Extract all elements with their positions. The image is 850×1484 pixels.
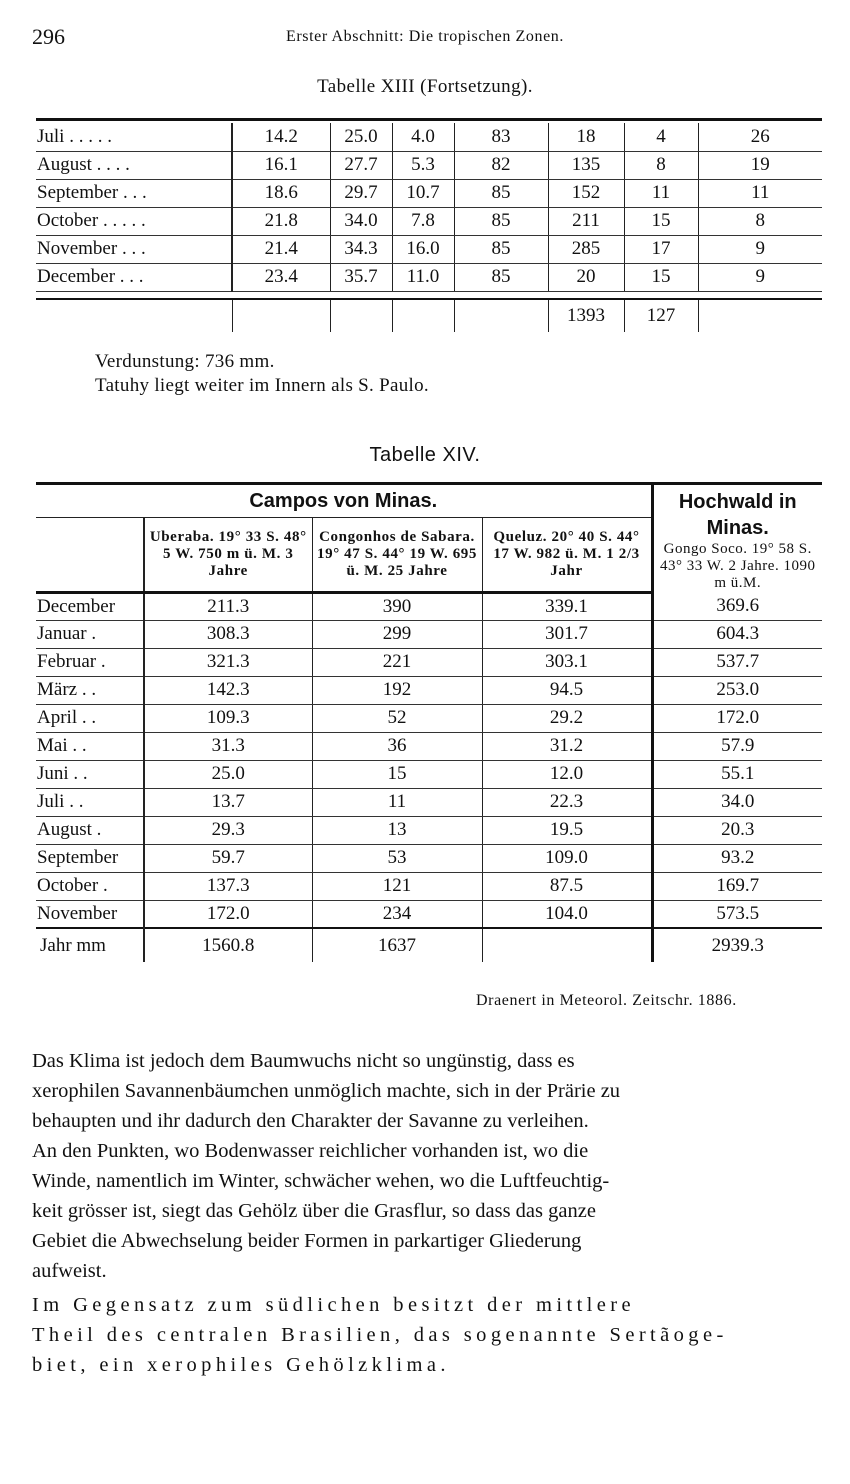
table-cell: 35.7 [330, 263, 392, 291]
station-congonhos: Congonhos de Sabara. 19° 47 S. 44° 19 W. 695 ü. M. 25 Jahre [312, 518, 482, 593]
station-queluz: Queluz. 20° 40 S. 44° 17 W. 982 ü. M. 1 2/3 Jahr [482, 518, 652, 593]
precipitation-cell: 303.1 [482, 648, 652, 676]
month-label: December [36, 592, 144, 620]
table-cell: 11 [624, 179, 698, 207]
precipitation-cell: 104.0 [482, 900, 652, 928]
table-row [36, 151, 822, 179]
month-label: März . . [36, 676, 144, 704]
table-row [36, 732, 822, 760]
precipitation-cell: 13 [312, 816, 482, 844]
table-14-source: Draenert in Meteorol. Zeitschr. 1886. [476, 992, 737, 1009]
table-row [36, 676, 822, 704]
text-line: keit grösser ist, siegt das Gehölz über die Grasflur, so dass das ganze [32, 1200, 596, 1222]
precipitation-cell: 369.6 [652, 592, 822, 620]
precipitation-cell: 604.3 [652, 620, 822, 648]
total-cell: 127 [624, 300, 698, 332]
text-line: behaupten und ihr dadurch den Charakter der Savanne zu verleihen. [32, 1110, 589, 1132]
table-row [36, 816, 822, 844]
month-label: April . . [36, 704, 144, 732]
precipitation-cell: 94.5 [482, 676, 652, 704]
totals-label [36, 300, 232, 332]
running-head [30, 22, 820, 52]
precipitation-cell: 53 [312, 844, 482, 872]
table-cell: 4.0 [392, 123, 454, 151]
table-cell: 25.0 [330, 123, 392, 151]
precipitation-cell: 172.0 [144, 900, 312, 928]
table-row [36, 620, 822, 648]
precipitation-cell: 29.2 [482, 704, 652, 732]
month-label: August . [36, 816, 144, 844]
precipitation-cell: 211.3 [144, 592, 312, 620]
total-cell: 1393 [548, 300, 624, 332]
precipitation-cell: 93.2 [652, 844, 822, 872]
table-row [36, 235, 822, 263]
month-label: Juli . . [36, 788, 144, 816]
precipitation-cell: 537.7 [652, 648, 822, 676]
table-13-notes [95, 350, 429, 398]
table-row [36, 179, 822, 207]
station-uberaba: Uberaba. 19° 33 S. 48° 5 W. 750 m ü. M. 3 Jahre [144, 518, 312, 593]
precipitation-cell: 34.0 [652, 788, 822, 816]
hochwald-title: Hochwald in Minas. [678, 491, 797, 539]
table-cell: 10.7 [392, 179, 454, 207]
table-cell: 18.6 [232, 179, 330, 207]
precipitation-cell: 109.0 [482, 844, 652, 872]
table-cell: 152 [548, 179, 624, 207]
table-row [36, 760, 822, 788]
table-cell: 82 [454, 151, 548, 179]
table-14-body [36, 482, 822, 962]
table-cell: 7.8 [392, 207, 454, 235]
precipitation-cell: 308.3 [144, 620, 312, 648]
table-cell: 19 [698, 151, 822, 179]
precipitation-cell: 29.3 [144, 816, 312, 844]
text-line: Winde, namentlich im Winter, schwächer wehen, wo die Luftfeuchtig- [32, 1170, 610, 1192]
precipitation-cell: 20.3 [652, 816, 822, 844]
table-cell: 85 [454, 235, 548, 263]
table-rule [36, 118, 822, 121]
table-cell: 9 [698, 263, 822, 291]
month-label: August . . . . [36, 151, 232, 179]
precipitation-cell: 19.5 [482, 816, 652, 844]
campos-group-header: Campos von Minas. [36, 484, 652, 518]
table-row [36, 872, 822, 900]
paragraph-1 [32, 1046, 820, 1286]
month-label: October . . . . . [36, 207, 232, 235]
precipitation-cell: 109.3 [144, 704, 312, 732]
precipitation-cell: 52 [312, 704, 482, 732]
precipitation-cell: 36 [312, 732, 482, 760]
precipitation-cell: 22.3 [482, 788, 652, 816]
precipitation-cell: 31.2 [482, 732, 652, 760]
text-line: Theil des centralen Brasilien, das sogenannte Sertãoge- [32, 1324, 728, 1346]
month-label: October . [36, 872, 144, 900]
table-13-totals [36, 300, 822, 332]
annual-total-cell: 2939.3 [652, 928, 822, 962]
table-row [36, 123, 822, 151]
precipitation-cell: 301.7 [482, 620, 652, 648]
table-cell: 21.4 [232, 235, 330, 263]
precipitation-cell: 59.7 [144, 844, 312, 872]
table-cell: 18 [548, 123, 624, 151]
table-row [36, 788, 822, 816]
table-cell: 34.0 [330, 207, 392, 235]
running-head-title: Erster Abschnitt: Die tropischen Zonen. [285, 28, 564, 45]
table-cell: 15 [624, 207, 698, 235]
table-cell: 34.3 [330, 235, 392, 263]
total-cell [232, 300, 330, 332]
month-label: Mai . . [36, 732, 144, 760]
text-line: biet, ein xerophiles Gehölzklima. [32, 1354, 450, 1376]
table-13-caption: Tabelle XIII (Fortsetzung). [317, 76, 533, 97]
table-cell: 4 [624, 123, 698, 151]
precipitation-cell: 13.7 [144, 788, 312, 816]
precipitation-cell: 573.5 [652, 900, 822, 928]
table-cell: 11.0 [392, 263, 454, 291]
total-cell [698, 300, 822, 332]
table-row [36, 900, 822, 928]
location-note: Tatuhy liegt weiter im Innern als S. Paulo. [95, 375, 429, 396]
text-line: Das Klima ist jedoch dem Baumwuchs nicht so ungünstig, dass es [32, 1050, 575, 1072]
precipitation-cell: 57.9 [652, 732, 822, 760]
table-cell: 16.0 [392, 235, 454, 263]
text-line: Gebiet die Abwechselung beider Formen in parkartiger Gliederung [32, 1230, 582, 1252]
month-label: September . . . [36, 179, 232, 207]
annual-total-cell: 1637 [312, 928, 482, 962]
annual-total-row [36, 928, 822, 962]
table-row [36, 844, 822, 872]
page-number: 296 [32, 24, 65, 49]
text-line: An den Punkten, wo Bodenwasser reichlicher vorhanden ist, wo die [32, 1140, 589, 1162]
month-column-header [36, 518, 144, 593]
text-line: xerophilen Savannenbäumchen unmöglich machte, sich in der Prärie zu [32, 1080, 621, 1102]
evaporation-note: Verdunstung: 736 mm. [95, 351, 275, 372]
table-cell: 285 [548, 235, 624, 263]
precipitation-cell: 137.3 [144, 872, 312, 900]
table-13-body [36, 123, 822, 292]
precipitation-cell: 339.1 [482, 592, 652, 620]
precipitation-cell: 121 [312, 872, 482, 900]
precipitation-cell: 11 [312, 788, 482, 816]
table-14 [36, 482, 822, 962]
table-row [36, 263, 822, 291]
month-label: Januar . [36, 620, 144, 648]
table-row [36, 592, 822, 620]
precipitation-cell: 31.3 [144, 732, 312, 760]
month-label: December . . . [36, 263, 232, 291]
totals-row [36, 300, 822, 332]
text-line: aufweist. [32, 1260, 107, 1282]
table-cell: 11 [698, 179, 822, 207]
table-cell: 17 [624, 235, 698, 263]
precipitation-cell: 142.3 [144, 676, 312, 704]
precipitation-cell: 15 [312, 760, 482, 788]
table-cell: 27.7 [330, 151, 392, 179]
total-cell [330, 300, 392, 332]
paragraph-2 [32, 1290, 820, 1380]
table-row [36, 648, 822, 676]
station-gongo-soco: Gongo Soco. 19° 58 S. 43° 33 W. 2 Jahre. 1090 m ü.M. [660, 541, 816, 591]
month-label: Juli . . . . . [36, 123, 232, 151]
table-cell: 8 [624, 151, 698, 179]
table-row [36, 207, 822, 235]
precipitation-cell: 25.0 [144, 760, 312, 788]
precipitation-cell: 253.0 [652, 676, 822, 704]
precipitation-cell: 87.5 [482, 872, 652, 900]
table-cell: 83 [454, 123, 548, 151]
table-cell: 23.4 [232, 263, 330, 291]
table-cell: 29.7 [330, 179, 392, 207]
month-label: September [36, 844, 144, 872]
precipitation-cell: 55.1 [652, 760, 822, 788]
table-cell: 85 [454, 263, 548, 291]
table-cell: 16.1 [232, 151, 330, 179]
precipitation-cell: 221 [312, 648, 482, 676]
table-cell: 85 [454, 207, 548, 235]
table-cell: 5.3 [392, 151, 454, 179]
precipitation-cell: 192 [312, 676, 482, 704]
month-label: November . . . [36, 235, 232, 263]
month-label: Februar . [36, 648, 144, 676]
table-cell: 85 [454, 179, 548, 207]
text-line: Im Gegensatz zum südlichen besitzt der mittlere [32, 1294, 635, 1316]
table-cell: 26 [698, 123, 822, 151]
annual-total-label: Jahr mm [36, 928, 144, 962]
table-cell: 20 [548, 263, 624, 291]
precipitation-cell: 299 [312, 620, 482, 648]
table-14-caption: Tabelle XIV. [369, 444, 481, 466]
table-cell: 9 [698, 235, 822, 263]
table-13 [36, 118, 822, 332]
annual-total-cell [482, 928, 652, 962]
table-cell: 21.8 [232, 207, 330, 235]
table-cell: 14.2 [232, 123, 330, 151]
table-cell: 211 [548, 207, 624, 235]
month-label: November [36, 900, 144, 928]
table-cell: 135 [548, 151, 624, 179]
table-cell: 8 [698, 207, 822, 235]
precipitation-cell: 234 [312, 900, 482, 928]
total-cell [392, 300, 454, 332]
precipitation-cell: 172.0 [652, 704, 822, 732]
annual-total-cell: 1560.8 [144, 928, 312, 962]
table-row [36, 704, 822, 732]
precipitation-cell: 390 [312, 592, 482, 620]
month-label: Juni . . [36, 760, 144, 788]
precipitation-cell: 169.7 [652, 872, 822, 900]
hochwald-group-header [652, 484, 822, 593]
table-cell: 15 [624, 263, 698, 291]
precipitation-cell: 12.0 [482, 760, 652, 788]
total-cell [454, 300, 548, 332]
precipitation-cell: 321.3 [144, 648, 312, 676]
